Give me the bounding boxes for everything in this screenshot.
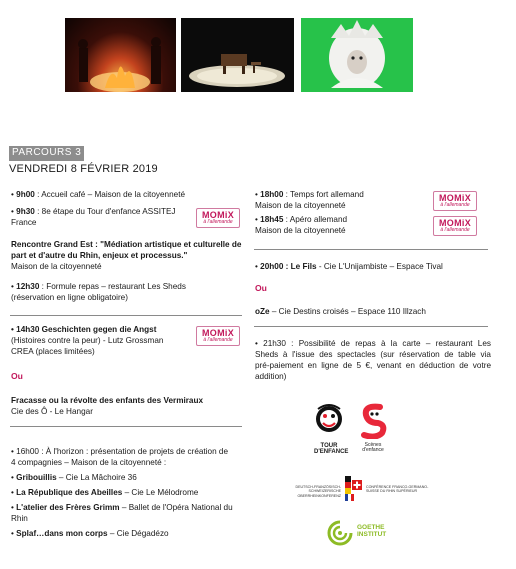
agenda-item-9h00: • 9h00 : Accueil café – Maison de la citoyenneté	[11, 190, 186, 199]
momix-logo-sub: à l'allemande	[203, 219, 233, 225]
project-company: – Cie Le Mélodrome	[122, 488, 199, 497]
conference-text-fr: CONFÉRENCE FRANCO-GERMANO-SUISSE DU RHIN SUPÉRIEUR	[366, 485, 429, 494]
tour-denfance-logo	[314, 403, 349, 455]
momix-logo-sub: à l'allemande	[440, 227, 470, 233]
project-item-line2: Rhin	[11, 514, 28, 523]
project-title: Splaf…dans mon corps	[16, 529, 108, 538]
photo-white-creature	[301, 18, 413, 92]
rencontre-title-line1: Rencontre Grand Est : "Médiation artistique et culturelle de	[11, 240, 242, 249]
or-separator: Ou	[255, 283, 267, 293]
project-title: Gribouillis	[16, 473, 57, 482]
or-separator: Ou	[11, 371, 23, 381]
item-line4: addition)	[255, 372, 287, 381]
item-text: : Temps fort allemand	[283, 190, 364, 199]
item-time: 9h00	[16, 190, 35, 199]
momix-logo-text: MOMiX	[439, 193, 471, 203]
scenes-denfance-text: Scènes d'enfance	[362, 441, 384, 453]
fracasse-title: Fracasse ou la révolte des enfants des Vermiraux	[11, 396, 204, 405]
oze-item	[255, 307, 426, 318]
item-place: Maison de la citoyenneté	[255, 201, 346, 210]
agenda-item-14h30: • 14h30 Geschichten gegen die Angst	[11, 325, 157, 334]
momix-logo	[433, 216, 477, 236]
divider	[254, 249, 488, 250]
agenda-item-18h00: • 18h00 : Temps fort allemand	[255, 190, 364, 199]
agenda-item-18h45: • 18h45 : Apéro allemand	[255, 215, 348, 224]
item-text: : 8e étape du Tour d'enfance ASSITEJ	[34, 207, 176, 216]
item-line2: 4 compagnies – Maison de la citoyenneté :	[11, 458, 167, 467]
item-text: 16h00 : À l'horizon : présentation de projets de création de	[16, 447, 229, 456]
item-line2: (Histoires contre la peur) - Lutz Grossman	[11, 336, 164, 345]
fracasse-company: Cie des Ô - Le Hangar	[11, 407, 93, 416]
project-item: • L'atelier des Frères Grimm – Ballet de l'Opéra National du	[11, 503, 233, 512]
item-line2: France	[11, 218, 37, 227]
item-time: 18h45	[260, 215, 284, 224]
momix-logo	[196, 208, 240, 228]
goethe-institut-text: GOETHE INSTITUT	[357, 524, 387, 539]
item-time: 9h30	[16, 207, 35, 216]
momix-logo-sub: à l'allemande	[440, 202, 470, 208]
item-time: 20h00	[260, 262, 284, 271]
agenda-item-9h30: • 9h30 : 8e étape du Tour d'enfance ASSITEJ	[11, 207, 176, 216]
agenda-item-20h00: • 20h00 : Le Fils - Cie L'Unijambiste – Espace Tival	[255, 262, 443, 271]
momix-logo-text: MOMiX	[439, 218, 471, 228]
oze-title: oZe	[255, 307, 270, 316]
item-text: - Cie L'Unijambiste – Espace Tival	[316, 262, 443, 271]
agenda-item-12h30: • 12h30 : Formule repas – restaurant Les Sheds	[11, 282, 186, 291]
item-line2: (réservation en ligne obligatoire)	[11, 293, 128, 302]
parcours-badge: PARCOURS 3	[9, 146, 84, 161]
photo-fire-scene	[65, 18, 176, 92]
project-title: L'atelier des Frères Grimm	[16, 503, 120, 512]
item-title: : Le Fils	[283, 262, 317, 271]
item-place: Maison de la citoyenneté	[255, 226, 346, 235]
item-text: : Formule repas – restaurant Les Sheds	[39, 282, 186, 291]
oze-text: – Cie Destins croisés – Espace 110 Illzach	[269, 307, 426, 316]
rencontre-title-line2: part et d'autre du Rhin, enjeux et processus."	[11, 251, 188, 260]
photo-stage-piano	[181, 18, 294, 92]
item-text: 14h30 Geschichten gegen die Angst	[16, 325, 157, 334]
item-text: : Apéro allemand	[283, 215, 348, 224]
momix-logo-text: MOMiX	[202, 210, 234, 220]
scenes-denfance-logo	[358, 403, 388, 455]
page-date: VENDREDI 8 FÉVRIER 2019	[9, 163, 158, 175]
item-time: 12h30	[16, 282, 40, 291]
momix-logo	[196, 326, 240, 346]
item-text: 21h30 : Possibilité de repas à la carte – restaurant Les	[263, 339, 491, 348]
divider	[254, 326, 488, 327]
momix-logo-sub: à l'allemande	[203, 337, 233, 343]
agenda-item-21h30: • 21h30 : Possibilité de repas à la carte – restaurant Les	[255, 339, 491, 348]
project-item: • La République des Abeilles – Cie Le Mélodrome	[11, 488, 199, 497]
item-line3: pré-paiement en ligne de 5 €, venant en déduction de votre	[255, 361, 491, 370]
conference-flags-icon	[343, 476, 363, 502]
project-company: – Cie La Mâchoire 36	[56, 473, 137, 482]
rencontre-place: Maison de la citoyenneté	[11, 262, 102, 271]
goethe-institut-icon	[327, 520, 353, 546]
momix-logo	[433, 191, 477, 211]
item-line2: Sheds à l'issue des spectacles (sur réservation de table via	[255, 350, 491, 359]
momix-logo-text: MOMiX	[202, 328, 234, 338]
tour-denfance-text: TOUR D'ENFANCE	[314, 442, 349, 455]
divider	[10, 426, 242, 427]
project-title: La République des Abeilles	[16, 488, 123, 497]
agenda-item-16h00: • 16h00 : À l'horizon : présentation de projets de création de	[11, 447, 229, 456]
conference-text-de: DEUTSCH-FRANZÖSISCH-SCHWEIZERISCHE OBERRHEINKONFERENZ	[295, 485, 341, 498]
project-item: • Gribouillis – Cie La Mâchoire 36	[11, 473, 137, 482]
item-text: : Accueil café – Maison de la citoyenneté	[34, 190, 186, 199]
divider	[10, 315, 242, 316]
project-company: – Cie Dégadézo	[107, 529, 169, 538]
project-company: – Ballet de l'Opéra National du	[119, 503, 233, 512]
item-time: 18h00	[260, 190, 284, 199]
item-line3: CREA (places limitées)	[11, 347, 95, 356]
project-item: • Splaf…dans mon corps – Cie Dégadézo	[11, 529, 169, 538]
